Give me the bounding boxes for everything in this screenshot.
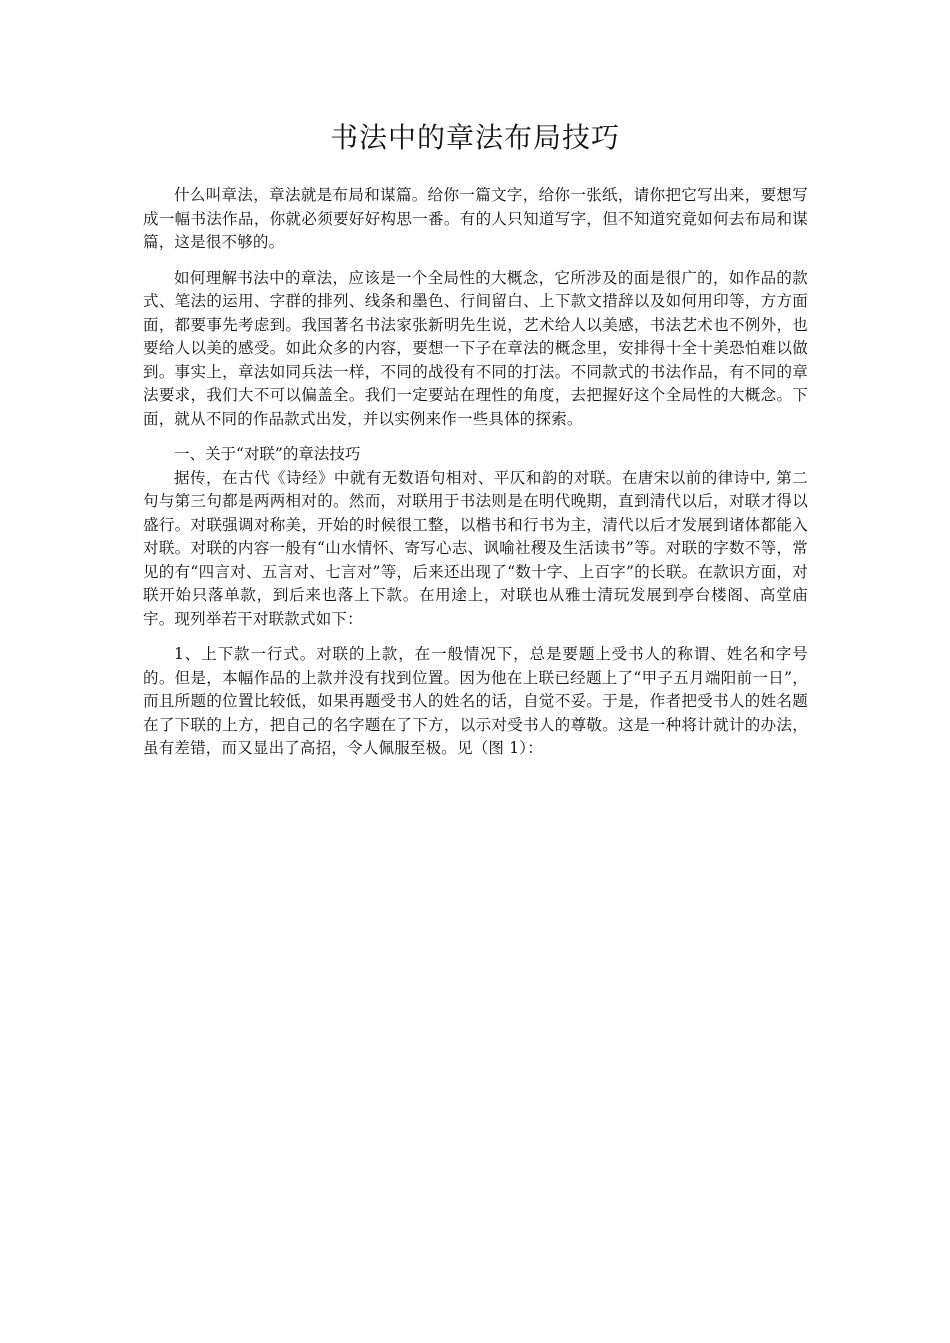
- paragraph-understanding: 如何理解书法中的章法，应该是一个全局性的大概念，它所涉及的面是很广的，如作品的款式、笔法的运用、字群的排列、线条和墨色、行间留白、上下款文措辞以及如何用印等，方方面面，都要事先考虑到。我国著名书法家张新明先生说，艺术给人以美感，书法艺术也不例外，也要给人以美的感受。如此众多的内容，要想一下子在章法的概念里，安排得十全十美恐怕难以做到。事实上，章法如同兵法一样，不同的战役有不同的打法。不同款式的书法作品，有不同的章法要求，我们大不可以偏盖全。我们一定要站在理性的角度，去把握好这个全局性的大概念。下面，就从不同的作品款式出发，并以实例来作一些具体的探索。: [143, 268, 808, 428]
- document-body: [143, 184, 808, 761]
- section-heading-couplet: 一、关于“对联”的章法技巧: [174, 445, 361, 463]
- paragraph-intro: 什么叫章法，章法就是布局和谋篇。给你一篇文字，给你一张纸，请你把它写出来，要想写成一幅书法作品，你就必须要好好构思一番。有的人只知道写字，但不知道究竟如何去布局和谋篇，这是很不够的。: [143, 186, 808, 251]
- document-title: 书法中的章法布局技巧: [329, 121, 620, 154]
- paragraph-couplet-style-1: 1、上下款一行式。对联的上款，在一般情况下，总是要题上受书人的称谓、姓名和字号的。但是，本幅作品的上款并没有找到位置。因为他在上联已经题上了“甲子五月端阳前一日”，而且所题的位置比较低，如果再题受书人的姓名的话，自觉不妥。于是，作者把受书人的姓名题在了下联的上方，把自己的名字题在了下方，以示对受书人的尊敬。这是一种将计就计的办法，虽有差错，而又显出了高招，令人佩服至极。见（图 1）：: [143, 645, 808, 757]
- paragraph-couplet-history: 据传，在古代《诗经》中就有无数语句相对、平仄和韵的对联。在唐宋以前的律诗中, 第二句与第三句都是两两相对的。然而，对联用于书法则是在明代晚期，直到清代以后，对联才得以盛行。对联强调对称美，开始的时候很工整，以楷书和行书为主，清代以后才发展到诸体都能入对联。对联的内容一般有“山水情怀、寄写心志、讽喻社稷及生活读书”等。对联的字数不等，常见的有“四言对、五言对、七言对”等，后来还出现了“数十字、上百字”的长联。在款识方面，对联开始只落单款，到后来也落上下款。在用途上，对联也从雅士清玩发展到亭台楼阁、高堂庙宇。现列举若干对联款式如下：: [143, 468, 808, 628]
